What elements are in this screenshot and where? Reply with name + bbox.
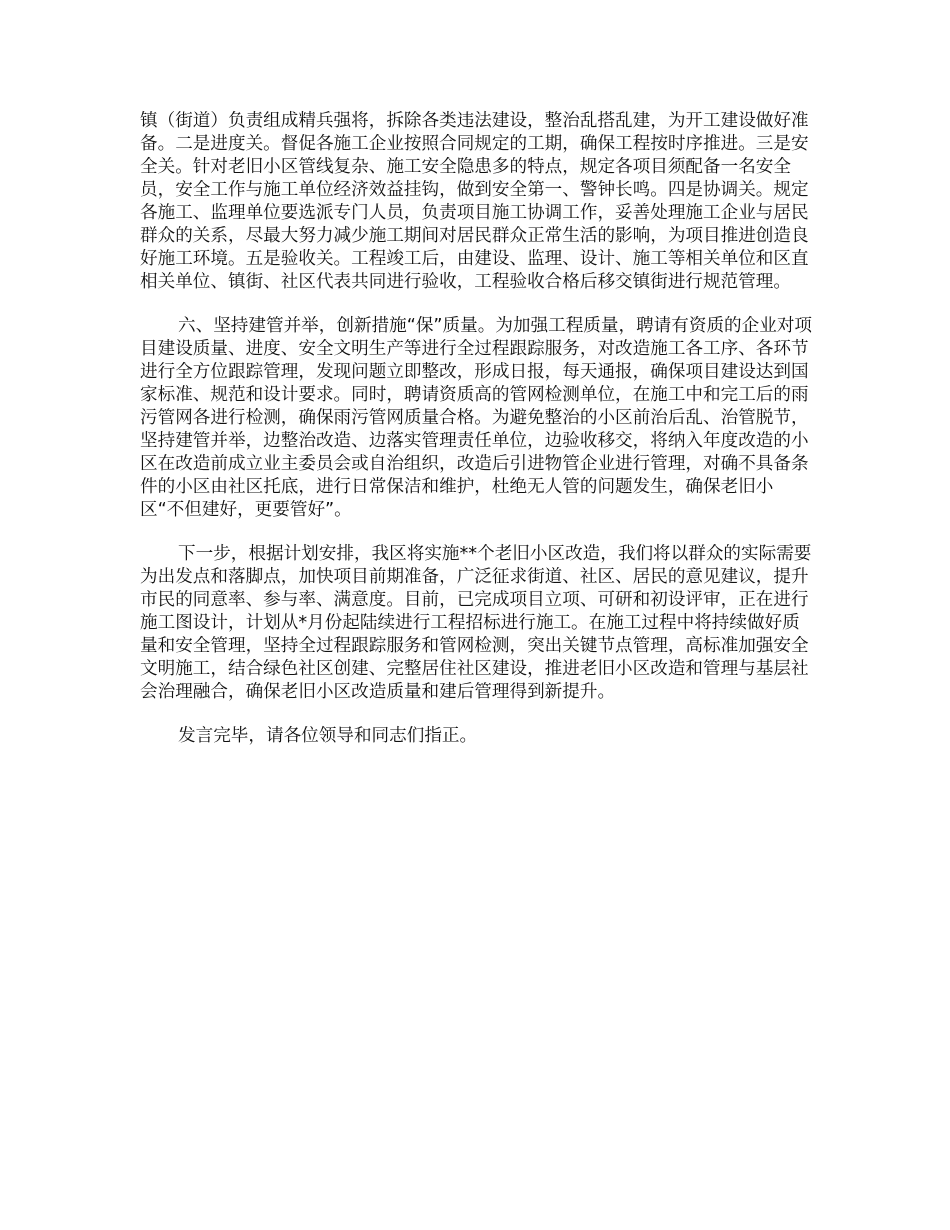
paragraph-continuation: 镇（街道）负责组成精兵强将，拆除各类违法建设，整治乱搭乱建，为开工建设做好准备。二是进度关。督促各施工企业按照合同规定的工期，确保工程按时序推进。三是安全关。针对老旧小区管线复杂、施工安全隐患多的特点，规定各项目须配备一名安全员，安全工作与施工单位经济效益挂钩，做到安全第一、警钟长鸣。四是协调关。规定各施工、监理单位要选派专门人员，负责项目施工协调工作，妥善处理施工企业与居民群众的关系，尽最大努力减少施工期间对居民群众正常生活的影响，为项目推进创造良好施工环境。五是验收关。工程竣工后，由建设、监理、设计、施工等相关单位和区直相关单位、镇街、社区代表共同进行验收，工程验收合格后移交镇街进行规范管理。 xyxy=(140,111,809,292)
paragraph-section-six: 六、坚持建管并举，创新措施“保”质量。为加强工程质量，聘请有资质的企业对项目建设质量、进度、安全文明生产等进行全过程跟踪服务，对改造施工各工序、各环节进行全方位跟踪管理，发现问题立即整改，形成日报，每天通报，确保项目建设达到国家标准、规范和设计要求。同时，聘请资质高的管网检测单位，在施工中和完工后的雨污管网各进行检测，确保雨污管网质量合格。为避免整治的小区前治后乱、治管脱节，坚持建管并举，边整治改造、边落实管理责任单位，边验收移交，将纳入年度改造的小区在改造前成立业主委员会或自治组织，改造后引进物管企业进行管理，对确不具备条件的小区由社区托底，进行日常保洁和维护，杜绝无人管的问题发生，确保老旧小区“不但建好，更要管好”。 xyxy=(140,316,813,520)
paragraph-next-steps: 下一步，根据计划安排，我区将实施**个老旧小区改造，我们将以群众的实际需要为出发点和落脚点，加快项目前期准备，广泛征求街道、社区、居民的意见建议，提升市民的同意率、参与率、满意度。目前，已完成项目立项、可研和初设评审，正在进行施工图设计，计划从*月份起陆续进行工程招标进行施工。在施工过程中将持续做好质量和安全管理，坚持全过程跟踪服务和管网检测，突出关键节点管理，高标准加强安全文明施工，结合绿色社区创建、完整居住社区建设，推进老旧小区改造和管理与基层社会治理融合，确保老旧小区改造质量和建后管理得到新提升。 xyxy=(140,544,812,702)
paragraph-closing: 发言完毕，请各位领导和同志们指正。 xyxy=(178,726,478,746)
document-body xyxy=(140,110,812,748)
